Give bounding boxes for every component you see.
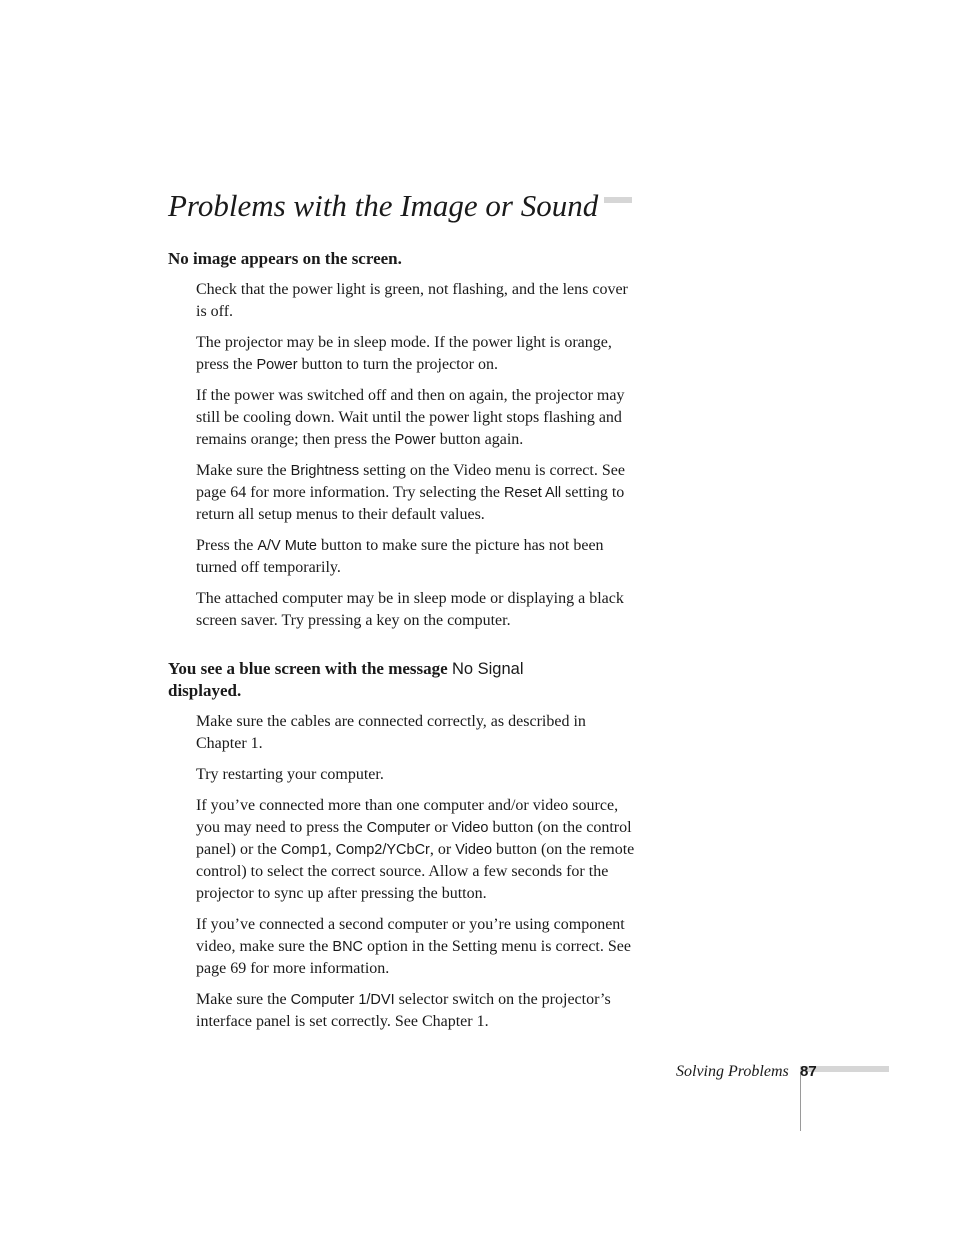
ui-term: Computer xyxy=(366,820,431,836)
section-heading xyxy=(168,658,568,702)
heading-text: You see a blue screen with the message xyxy=(168,659,452,678)
text-run: button (on the remote control) to select the correct source. Allow a few seconds for the projector to sync up after pressing the button. xyxy=(196,841,635,902)
section-heading xyxy=(168,248,638,270)
ui-term: Power xyxy=(256,357,298,373)
ui-term: Reset All xyxy=(503,485,562,501)
text-run: Try restarting your computer. xyxy=(196,766,384,783)
ui-term: Comp2/YCbCr xyxy=(335,842,430,858)
text-run: Make sure the cables are connected correctly, as described in Chapter 1. xyxy=(196,713,586,752)
text-run: If you’ve connected a second computer or you’re using component video, make sure the xyxy=(196,916,625,955)
running-footer: Solving Problems xyxy=(676,1063,789,1080)
text-run: option in the Setting menu is correct. See page 69 for more information. xyxy=(196,938,631,977)
ui-term: Video xyxy=(451,820,489,836)
ui-term: A/V Mute xyxy=(257,538,317,554)
paragraph xyxy=(196,764,636,786)
text-run: The attached computer may be in sleep mode or displaying a black screen saver. Try pressing a key on the computer. xyxy=(196,590,624,629)
paragraph xyxy=(196,588,636,632)
paragraph xyxy=(196,795,636,905)
text-run: Make sure the xyxy=(196,991,291,1008)
ui-term: BNC xyxy=(332,939,364,955)
ui-term: Power xyxy=(394,432,436,448)
text-run: selector switch on the projector’s interface panel is set correctly. See Chapter 1. xyxy=(196,991,611,1030)
heading-text: No image appears on the screen. xyxy=(168,249,402,268)
text-run: Check that the power light is green, not flashing, and the lens cover is off. xyxy=(196,281,628,320)
text-run: , or xyxy=(429,841,456,858)
paragraph xyxy=(196,279,636,323)
text-run: Press the xyxy=(196,537,258,554)
ui-term: Video xyxy=(455,842,493,858)
text-run: Make sure the xyxy=(196,462,291,479)
ui-term: No Signal xyxy=(451,660,524,678)
ui-term: Computer 1/DVI xyxy=(290,992,395,1008)
text-run: If you’ve connected more than one computer and/or video source, you may need to press the xyxy=(196,797,619,836)
text-run: setting on the Video menu is correct. See page 64 for more information. Try selecting the xyxy=(196,462,625,501)
page-title: Problems with the Image or Sound xyxy=(168,186,604,226)
paragraph xyxy=(196,711,636,755)
paragraph xyxy=(196,914,636,980)
ui-term: Comp1 xyxy=(280,842,328,858)
paragraph xyxy=(196,460,636,526)
text-run: The projector may be in sleep mode. If the power light is orange, press the xyxy=(196,334,612,373)
text-run: or xyxy=(430,819,452,836)
heading-text: displayed. xyxy=(168,681,242,700)
paragraph xyxy=(196,535,636,579)
text-run: setting to return all setup menus to their default values. xyxy=(196,484,625,523)
paragraph xyxy=(196,385,636,451)
text-run: button again. xyxy=(435,431,524,448)
text-run: button to turn the projector on. xyxy=(297,356,498,373)
page-number: 87 xyxy=(800,1063,817,1080)
text-run: button (on the control panel) or the xyxy=(196,819,632,858)
text-run: button to make sure the picture has not been turned off temporarily. xyxy=(196,537,604,576)
text-run: If the power was switched off and then on again, the projector may still be cooling down. Wait until the power light stops flashing and remains orange; then press the xyxy=(196,387,625,448)
paragraph xyxy=(196,332,636,376)
text-run: , xyxy=(327,841,336,858)
paragraph xyxy=(196,989,636,1033)
ui-term: Brightness xyxy=(290,463,360,479)
